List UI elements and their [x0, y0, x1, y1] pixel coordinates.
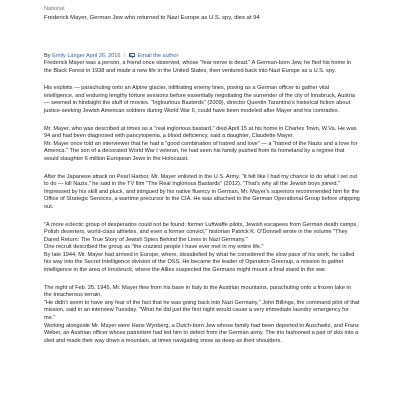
byline-divider: |: [124, 53, 126, 59]
paragraph: Frederick Mayer was a person, a friend once observed, whose "fear nerve is dead." A German-born Jew, he fled his home in the Black Forest in 1938 and made a new life in the United States, then ventured back into Nazi Europe as a U.S. spy.: [44, 60, 352, 74]
paragraph: Working alongside Mr. Mayer were Hans Wynberg, a Dutch-born Jew whose family had been deported to Auschwitz, and Franz Weber, an Austrian officer whose patriotism had led him to defect from the German army. The trio fashioned a pair of skis into a sled and made their way down a mountain, at times navigating snow as deep as their shoulders.: [44, 322, 359, 344]
paragraph: The night of Feb. 25, 1945, Mr. Mayer flew from his base in Italy to the Austrian mountains, parachuting onto a frozen lake in the treacherous terrain.: [44, 284, 351, 299]
paragraph: Mr. Mayer, who was described at times as a "real inglorious bastard," died April 15 at his home in Charles Town, W.Va. He was 94 and had been diagnosed with pancytopenia, a blood deficiency, said a daughter, Claudette Mayer.: [44, 125, 357, 140]
envelope-icon[interactable]: [129, 53, 135, 57]
paragraph: After the Japanese attack on Pearl Harbor, Mr. Mayer enlisted in the U.S. Army. "It felt like I had my chance to do what I set out to do — kill Nazis," he said in the TV film "The Real Inglorious Bastards" (2012). "That's why all the Jewish boys joined.": [44, 173, 358, 188]
paragraph: Mr. Mayer once told an interviewer that he had a "good combination of hatred and love" — a "hatred of the Nazis and a love for America." The son of a decorated World War I veteran, he had seen his family pushed from its homeland by a regime that would slaughter 6 million European Jews in the Holocaust.: [44, 140, 358, 162]
byline: [44, 52, 360, 60]
header-spacer: [44, 22, 360, 52]
email-author-link[interactable]: Email the author: [137, 53, 179, 59]
article-headline: Frederick Mayer, German Jew who returned to Nazi Europe as U.S. spy, dies at 94: [44, 15, 260, 21]
publish-date: April 26, 2016: [86, 53, 121, 59]
paragraph: His exploits — parachuting onto an Alpine glacier, infiltrating enemy lines, posing as a German officer to gather vital intelligence, and enduring lengthy torture sessions before essentially negotiating the surrender of the city of Innsbruck, Austria — seemed in hindsight the stuff of movies. "Inglourious Basterds" (2009), director Quentin Tarantino's historical fiction about justice-seeking Jewish American soldiers during World War II, could have been modeled after Mayer and his comrades.: [44, 85, 355, 114]
author-link[interactable]: Emily Langer: [52, 53, 85, 59]
paragraph: "He didn't seem to have any fear of the fact that he was going back into Nazi Germany," John Billings, the command pilot of that mission, said in an interview Tuesday. "What he did just the first night would cause a very immediate laundry emergency for me.": [44, 299, 360, 322]
section-label[interactable]: National: [44, 6, 65, 12]
paragraph: By late 1944, Mr. Mayer had arrived in Europe, where, dissatisfied by what he considered the slow pace of his work, he called his way into the Secret Intelligence division of the OSS. He became the leader of Operation Greenup, a mission to gather intelligence in the area of Innsbruck, where the Allies suspected the Germans might mount a final stand in the war.: [44, 251, 355, 274]
article-body: [44, 60, 360, 345]
paragraph: "A more eclectic group of desperados could not be found: former Luftwaffe pilots, Jewish escapees from German death camps, Polish deserters, world-class athletes, and even a former convict," historian Patrick K. O'Donnell wrote in the volume "They Dared Return: The True Story of Jewish Spies Behind the Lines in Nazi Germany.": [44, 221, 358, 243]
byline-prefix: By: [44, 53, 51, 59]
paragraph: One recruit described the group as "the craziest people I have ever met in my entire life.": [44, 244, 264, 251]
paragraph: Impressed by his skill and pluck, and intrigued by his native fluency in German, Mr. Mayer's superiors recommended him for the Office of Strategic Services, a wartime precursor to the CIA. He was attached to the German Operational Group before shipping out.: [44, 188, 360, 210]
